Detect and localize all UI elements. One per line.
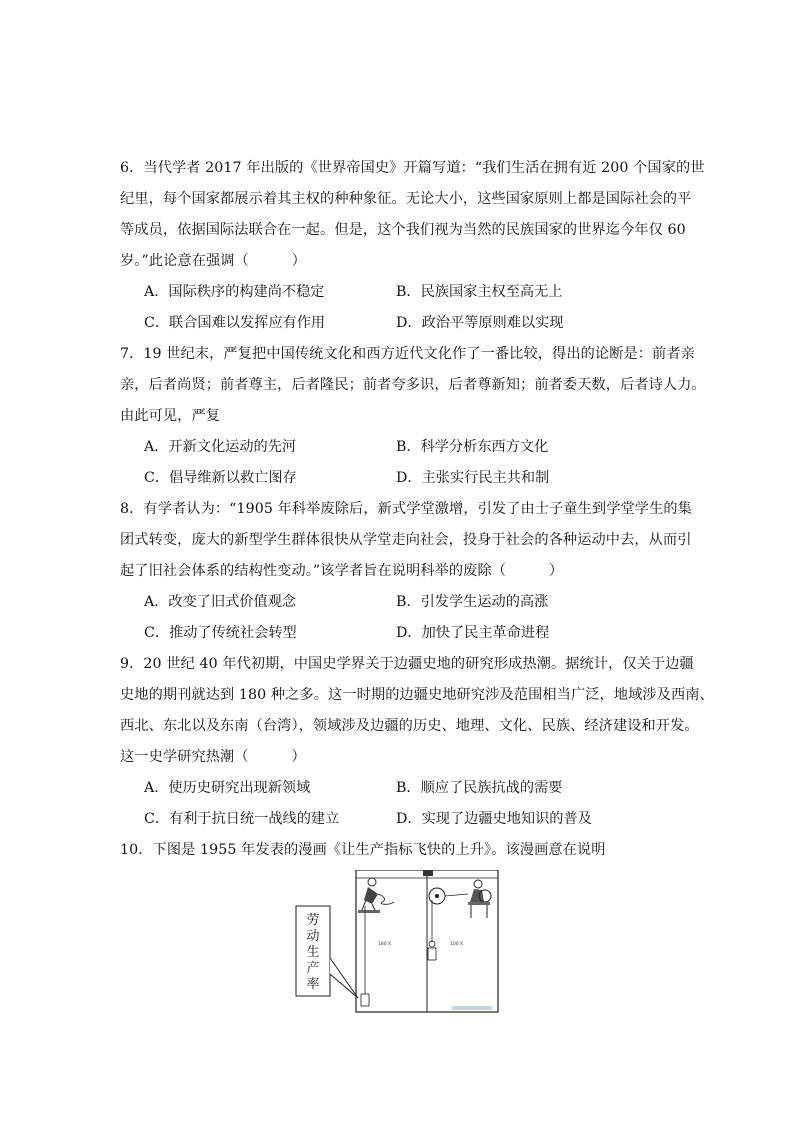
q7-option-d: D．主张实行民主共和制 bbox=[396, 470, 550, 486]
q7-option-c: C．倡导维新以救亡图存 bbox=[144, 470, 297, 486]
cartoon-illustration bbox=[292, 870, 502, 1020]
q6-line-3: 等成员，依据国际法联合在一起。但是，这个我们视为当然的民族国家的世界迄今年仅 60 bbox=[120, 222, 686, 238]
q9-option-b: B．顺应了民族抗战的需要 bbox=[396, 780, 563, 796]
q6-option-a: A．国际秩序的构建尚不稳定 bbox=[144, 284, 325, 300]
caption-char-1: 劳 bbox=[306, 913, 320, 928]
q6-line-4: 岁。”此论意在强调（ ） bbox=[120, 253, 306, 269]
q9-line-2: 史地的期刊就达到 180 种之多。这一时期的边疆史地研究涉及范围相当广泛，地域涉及西南、 bbox=[120, 687, 714, 703]
q8-option-d: D．加快了民主革命进程 bbox=[396, 625, 550, 641]
caption-char-4: 产 bbox=[306, 961, 320, 976]
q7-option-a: A．开新文化运动的先河 bbox=[144, 439, 297, 455]
q9-line-3: 西北、东北以及东南（台湾），领域涉及边疆的历史、地理、文化、民族、经济建设和开发。 bbox=[120, 718, 699, 734]
caption-char-3: 生 bbox=[306, 945, 320, 960]
q8-line-1: 8．有学者认为：“1905 年科举废除后，新式学堂激增，引发了由士子童生到学堂学生的集 bbox=[120, 501, 692, 517]
q7-option-b: B．科学分析东西方文化 bbox=[396, 439, 549, 455]
caption-char-5: 率 bbox=[306, 977, 320, 992]
right-scale-label: 100 Ⅹ bbox=[450, 942, 464, 947]
q9-option-a: A．使历史研究出现新领域 bbox=[144, 780, 311, 796]
left-scale-label: 180 Ⅹ bbox=[378, 942, 392, 947]
q7-line-2: 亲，后者尚贤；前者尊主，后者隆民；前者夸多识，后者尊新知；前者委天数，后者诗人力。 bbox=[120, 377, 706, 393]
q9-line-4: 这一史学研究热潮（ ） bbox=[120, 749, 306, 765]
right-worker-figure bbox=[429, 880, 491, 918]
right-weight bbox=[428, 948, 436, 960]
q6-line-2: 纪里，每个国家都展示着其主权的种种象征。无论大小，这些国家原则上都是国际社会的平 bbox=[120, 191, 692, 207]
q6-option-c: C．联合国难以发挥应有作用 bbox=[144, 315, 326, 331]
q6-line-1: 6．当代学者 2017 年出版的《世界帝国史》开篇写道：“我们生活在拥有近 200 个国家的世 bbox=[120, 160, 705, 176]
q9-line-1: 9．20 世纪 40 年代初期，中国史学界关于边疆史地的研究形成热潮。据统计，仅关于边疆 bbox=[120, 656, 694, 672]
q7-line-1: 7．19 世纪末，严复把中国传统文化和西方近代文化作了一番比较，得出的论断是：前者亲 bbox=[120, 346, 695, 362]
q8-line-3: 起了旧社会体系的结构性变动。”该学者旨在说明科举的废除（ ） bbox=[120, 563, 564, 579]
q8-option-a: A．改变了旧式价值观念 bbox=[144, 594, 297, 610]
watermark-mark bbox=[452, 1006, 492, 1010]
q8-line-2: 团式转变，庞大的新型学生群体很快从学堂走向社会，投身于社会的各种运动中去，从而引 bbox=[120, 532, 692, 548]
left-worker-figure bbox=[358, 878, 394, 913]
q10-line-1: 10．下图是 1955 年发表的漫画《让生产指标飞快的上升》。该漫画意在说明 bbox=[120, 842, 606, 858]
q9-option-d: D．实现了边疆史地知识的普及 bbox=[396, 811, 592, 827]
q6-option-b: B．民族国家主权至高无上 bbox=[396, 284, 563, 300]
left-weight bbox=[361, 994, 369, 1006]
q6-option-d: D．政治平等原则难以实现 bbox=[396, 315, 564, 331]
q8-option-b: B．引发学生运动的高涨 bbox=[396, 594, 549, 610]
q8-option-c: C．推动了传统社会转型 bbox=[144, 625, 297, 641]
q9-option-c: C．有利于抗日统一战线的建立 bbox=[144, 811, 340, 827]
q7-line-3: 由此可见，严复 bbox=[120, 408, 221, 424]
caption-char-2: 动 bbox=[306, 929, 320, 944]
